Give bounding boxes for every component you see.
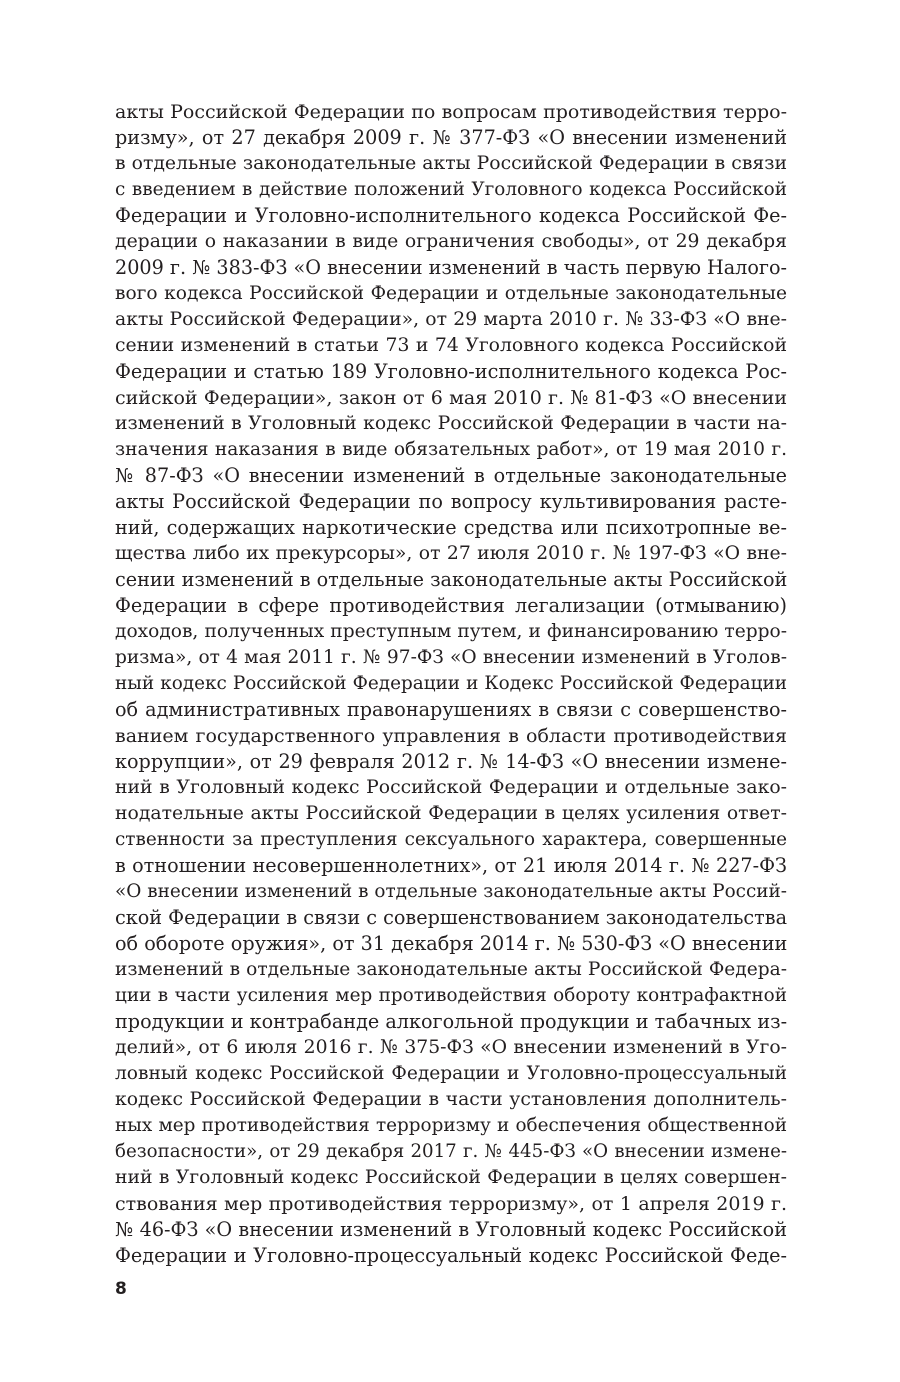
text-line: Федерации в сфере противодействия легализации (отмыванию) — [115, 594, 787, 617]
text-line: об обороте оружия», от 31 декабря 2014 г. № 530-ФЗ «О внесении — [115, 932, 788, 955]
text-line: нодательные акты Российской Федерации в целях усиления ответ- — [115, 803, 787, 824]
text-line: делий», от 6 июля 2016 г. № 375-ФЗ «О внесении изменений в Уго- — [115, 1037, 787, 1058]
page-number: 8 — [115, 1279, 127, 1299]
text-line: «О внесении изменений в отдельные законодательные акты Россий- — [115, 881, 787, 902]
text-line: Федерации и Уголовно-процессуальный кодекс Российской Феде- — [115, 1244, 787, 1267]
text-line: ствования мер противодействия терроризму», от 1 апреля 2019 г. — [115, 1193, 787, 1215]
text-line: ции в части усиления мер противодействия обороту контрафактной — [115, 985, 787, 1006]
text-line: щества либо их прекурсоры», от 27 июля 2010 г. № 197-ФЗ «О вне- — [115, 543, 787, 564]
text-line: с введением в действие положений Уголовного кодекса Российской — [115, 179, 787, 200]
text-line: в отдельные законодательные акты Российской Федерации в связи — [115, 153, 787, 174]
text-line: изменений в отдельные законодательные акты Российской Федера- — [115, 959, 787, 980]
text-line: доходов, полученных преступным путем, и финансированию терро- — [115, 621, 787, 642]
text-line: сении изменений в отдельные законодательные акты Российской — [115, 568, 788, 591]
text-line: акты Российской Федерации», от 29 марта 2010 г. № 33-ФЗ «О вне- — [115, 309, 787, 330]
text-line: акты Российской Федерации по вопросу культивирования расте- — [115, 490, 787, 513]
text-line: об административных правонарушениях в связи с совершенство- — [115, 698, 787, 721]
text-line: ний в Уголовный кодекс Российской Федерации и отдельные зако- — [115, 777, 787, 798]
text-line: № 87-ФЗ «О внесении изменений в отдельные законодательные — [115, 464, 787, 487]
text-line: № 46-ФЗ «О внесении изменений в Уголовный кодекс Российской — [115, 1218, 787, 1241]
text-line: вого кодекса Российской Федерации и отдельные законодательные — [115, 283, 787, 304]
text-line: акты Российской Федерации по вопросам противодействия терро- — [115, 101, 787, 123]
text-line: ний в Уголовный кодекс Российской Федерации в целях совершен- — [115, 1167, 787, 1188]
text-line: 2009 г. № 383-ФЗ «О внесении изменений в часть первую Налого- — [115, 256, 788, 279]
text-line: ризму», от 27 декабря 2009 г. № 377-ФЗ «О внесении изменений — [115, 126, 787, 149]
text-line: сении изменений в статьи 73 и 74 Уголовного кодекса Российской — [115, 335, 787, 356]
text-line: продукции и контрабанде алкогольной продукции и табачных из- — [115, 1010, 788, 1033]
text-line: коррупции», от 29 февраля 2012 г. № 14-ФЗ «О внесении измене- — [115, 750, 787, 773]
text-line: ный кодекс Российской Федерации и Кодекс Российской Федерации — [115, 673, 787, 694]
text-line: ний, содержащих наркотические средства или психотропные ве- — [115, 516, 787, 539]
text-line: кодекс Российской Федерации в части установления дополнитель- — [115, 1089, 787, 1110]
text-line: изменений в Уголовный кодекс Российской Федерации в части на- — [115, 413, 787, 434]
text-line: безопасности», от 29 декабря 2017 г. № 445-ФЗ «О внесении измене- — [115, 1141, 787, 1162]
text-line: ризма», от 4 мая 2011 г. № 97-ФЗ «О внесении изменений в Уголов- — [115, 647, 787, 668]
text-line: в отношении несовершеннолетних», от 21 июля 2014 г. № 227-ФЗ — [115, 854, 787, 877]
text-line: дерации о наказании в виде ограничения свободы», от 29 декабря — [115, 231, 787, 252]
text-line: значения наказания в виде обязательных работ», от 19 мая 2010 г. — [115, 439, 787, 460]
text-line: ловный кодекс Российской Федерации и Уголовно-процессуальный — [115, 1063, 787, 1084]
text-line: ской Федерации в связи с совершенствованием законодательства — [115, 906, 788, 929]
text-line: ных мер противодействия терроризму и обеспечения общественной — [115, 1115, 787, 1136]
text-line: ственности за преступления сексуального характера, совершенные — [115, 829, 787, 850]
text-line: Федерации и статью 189 Уголовно-исполнительного кодекса Рос- — [115, 360, 787, 383]
text-line: Федерации и Уголовно-исполнительного кодекса Российской Фе- — [115, 204, 787, 227]
text-line: сийской Федерации», закон от 6 мая 2010 г. № 81-ФЗ «О внесении — [115, 387, 787, 409]
body-text — [115, 99, 787, 1269]
text-line: ванием государственного управления в области противодействия — [115, 725, 787, 747]
